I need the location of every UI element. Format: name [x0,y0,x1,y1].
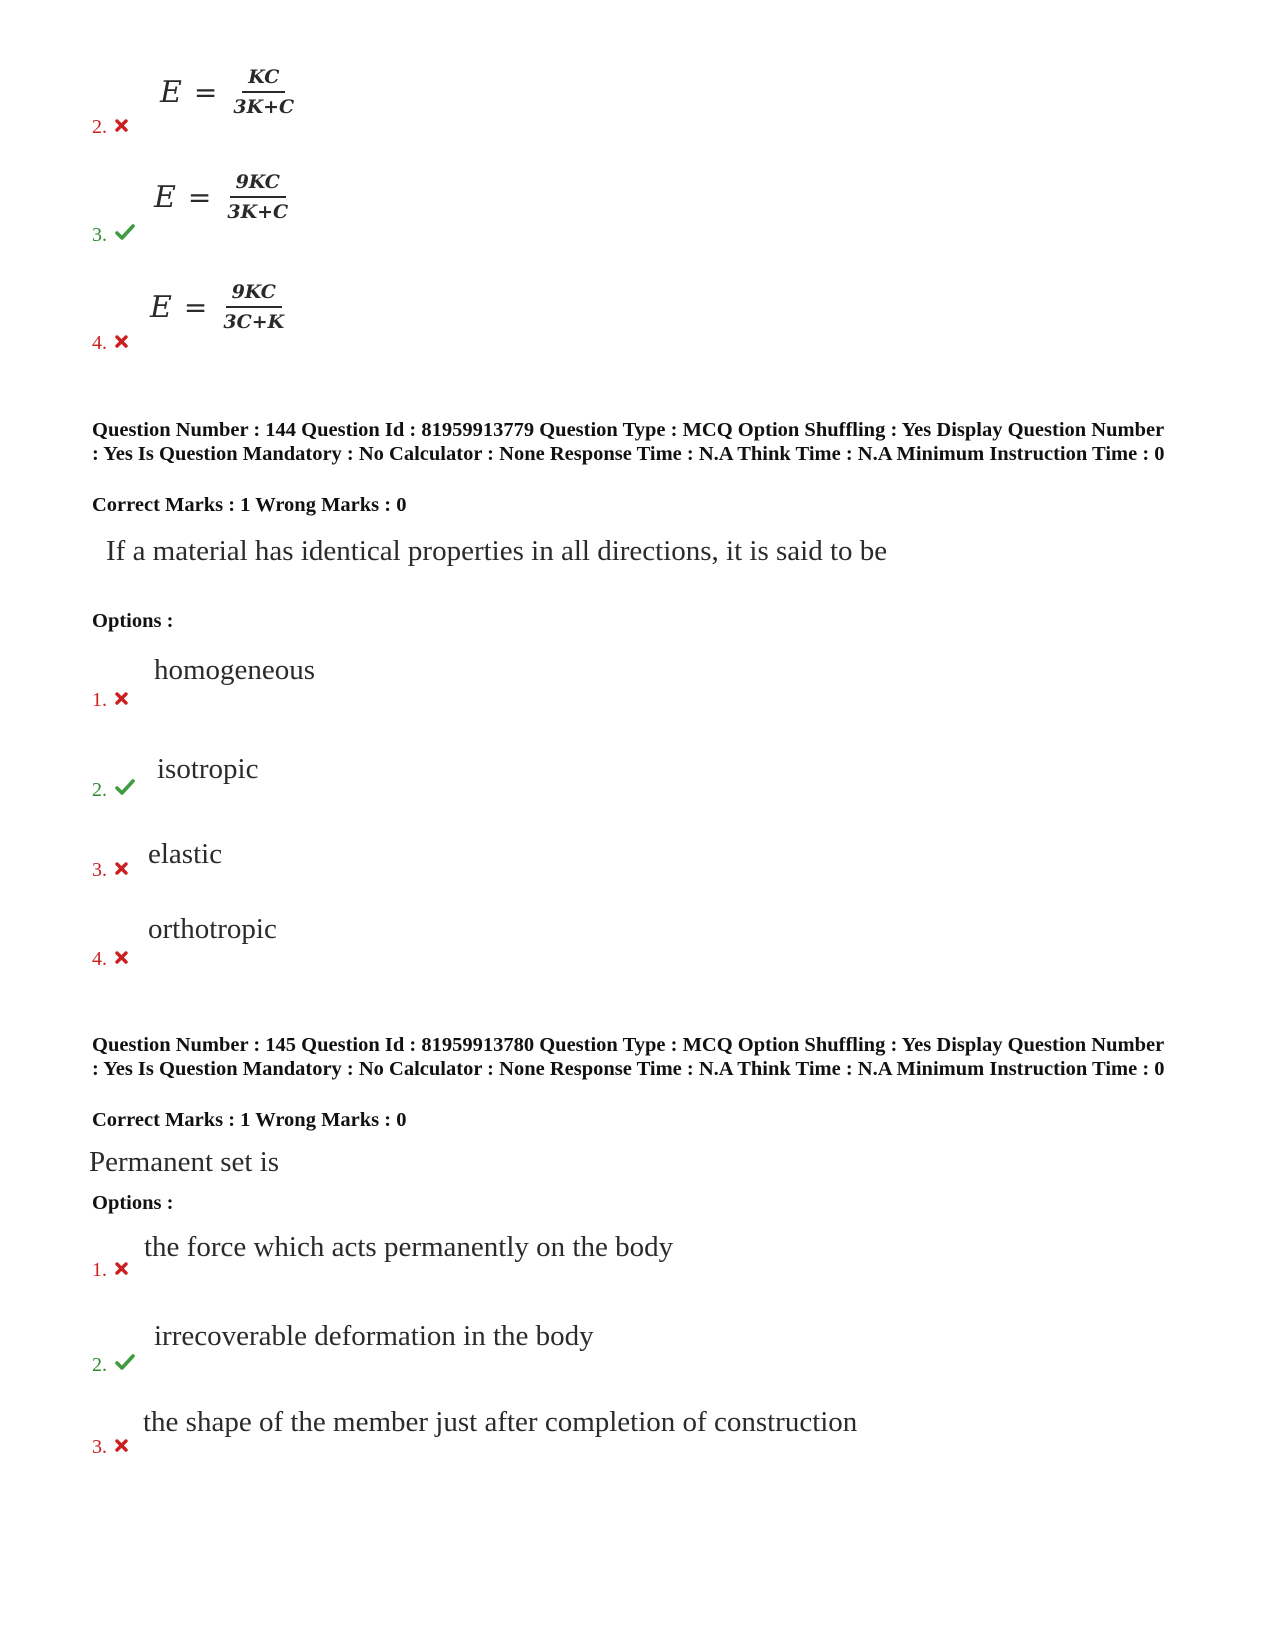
option-number-145-1: 1. [92,1260,128,1280]
question-text-145: Permanent set is [89,1146,280,1178]
option-number-145-2: 2. [92,1354,135,1375]
option-text-144-3: elastic [148,838,223,870]
cross-icon [115,335,128,348]
question-meta-144: Question Number : 144 Question Id : 81959913779 Question Type : MCQ Option Shuffling : Yes Display Question Number : Yes Is Question Mandatory : No Calculator : None Response Time : N.A Think Time : N.A Minimum Instruction Time : 0 [92,419,1165,465]
cross-icon [115,119,128,132]
cross-icon [115,692,128,705]
option-text-145-3: the shape of the member just after completion of construction [143,1406,858,1438]
fraction: $\frac{9KC}{3K+C}$ [227,171,289,223]
cross-icon [115,951,128,964]
checkmark-icon [115,779,135,795]
option-number-145-3: 3. [92,1437,128,1457]
option-text-145-1: the force which acts permanently on the body [144,1231,674,1263]
cross-icon [115,862,128,875]
cross-icon [115,1439,128,1452]
question-text-144: If a material has identical properties in all directions, it is said to be [106,535,888,567]
formula-option-3: E = $\frac{9KC}{3K+C}$ [154,171,292,223]
option-number-4: 4. [92,333,128,353]
option-number-144-1: 1. [92,690,128,710]
option-number-144-4: 4. [92,949,128,969]
option-text-144-4: orthotropic [148,913,277,945]
option-text-144-2: isotropic [157,753,259,785]
option-text-144-1: homogeneous [154,654,316,686]
cross-icon [115,1262,128,1275]
question-marks-144: Correct Marks : 1 Wrong Marks : 0 [92,494,407,516]
checkmark-icon [115,224,135,240]
options-label-144: Options : [92,610,174,632]
formula-option-4: E = $\frac{9KC}{3C+K}$ [150,281,288,333]
options-label-145: Options : [92,1192,174,1214]
question-meta-145: Question Number : 145 Question Id : 81959913780 Question Type : MCQ Option Shuffling : Yes Display Question Number : Yes Is Question Mandatory : No Calculator : None Response Time : N.A Think Time : N.A Minimum Instruction Time : 0 [92,1034,1165,1080]
formula-option-2: E = $\frac{KC}{3K+C}$ [160,66,298,118]
option-number-144-2: 2. [92,779,135,800]
option-number-144-3: 3. [92,860,128,880]
checkmark-icon [115,1354,135,1370]
fraction: $\frac{9KC}{3C+K}$ [223,281,285,333]
option-text-145-2: irrecoverable deformation in the body [154,1320,594,1352]
option-number-3: 3. [92,224,135,245]
fraction: $\frac{KC}{3K+C}$ [233,66,295,118]
option-number-2: 2. [92,117,128,137]
question-marks-145: Correct Marks : 1 Wrong Marks : 0 [92,1109,407,1131]
